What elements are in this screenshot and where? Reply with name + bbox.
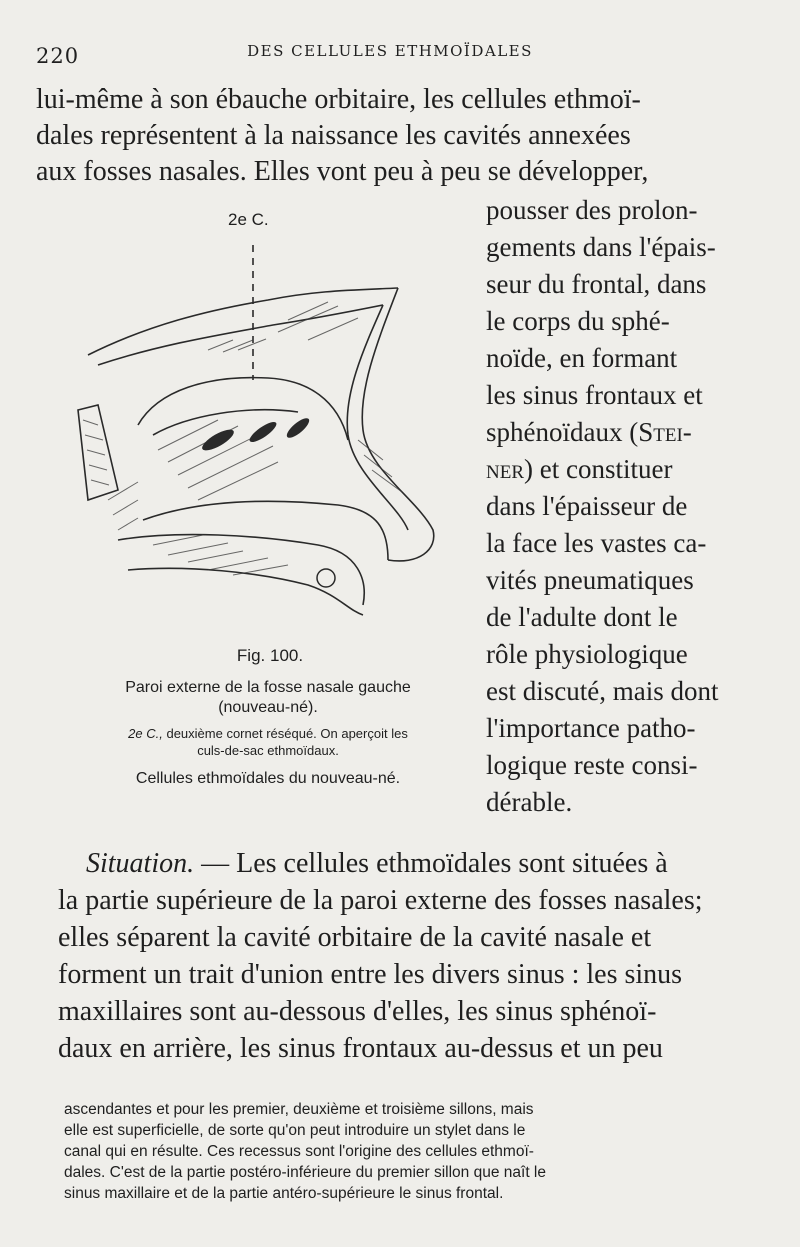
text-line: pousser des prolon-	[486, 195, 698, 225]
figure-note-line	[58, 726, 478, 742]
text-line: noïde, en formant	[486, 343, 678, 373]
text-line: maxillaires sont au-dessous d'elles, les sinus sphénoï-	[58, 996, 657, 1027]
footnote-line: dales. C'est de la partie postéro-inférieure du premier sillon que naît le	[64, 1164, 546, 1181]
text-segment: sphénoïdaux (	[486, 417, 639, 447]
figure-caption-line: (nouveau-né).	[218, 699, 318, 716]
footnote-line: canal qui en résulte. Ces recessus sont l'origine des cellules ethmoï-	[64, 1143, 534, 1160]
figure-note-abbrev: 2e C.,	[128, 726, 163, 741]
nasal-wall-drawing	[58, 200, 478, 640]
footnote-line: sinus maxillaire et de la partie antéro-supérieure le sinus frontal.	[64, 1185, 504, 1202]
text-segment: et constituer	[539, 454, 673, 484]
text-line: la partie supérieure de la paroi externe des fosses nasales;	[58, 885, 703, 916]
figure-caption-line: Paroi externe de la fosse nasale gauche	[125, 679, 411, 696]
intro-line: dales représentent à la naissance les cavités annexées	[36, 120, 631, 151]
text-segment: — Les cellules ethmoïdales sont situées à	[194, 848, 668, 879]
text-line: le corps du sphé-	[486, 306, 670, 336]
figure-note-text: deuxième cornet réséqué. On aperçoit les	[162, 726, 408, 741]
text-line: est discuté, mais dont	[486, 676, 719, 706]
text-line: les sinus frontaux et	[486, 380, 703, 410]
figure-illustration	[58, 200, 478, 660]
text-line	[486, 451, 672, 487]
text-line: logique reste consi-	[486, 750, 698, 780]
text-line: gements dans l'épais-	[486, 232, 716, 262]
footnote-line: ascendantes et pour les premier, deuxième et troisième sillons, mais	[64, 1101, 534, 1118]
author-name: ner)	[486, 454, 533, 484]
section-heading: Situation.	[86, 848, 195, 879]
intro-line: lui-même à son ébauche orbitaire, les cellules ethmoï-	[36, 84, 641, 115]
text-line: l'importance patho-	[486, 713, 696, 743]
text-line: de l'adulte dont le	[486, 602, 678, 632]
text-line: seur du frontal, dans	[486, 269, 707, 299]
text-line: daux en arrière, les sinus frontaux au-dessus et un peu	[58, 1033, 663, 1064]
text-line: vités pneumatiques	[486, 565, 694, 595]
running-head: DES CELLULES ETHMOÏDALES	[247, 42, 533, 60]
text-line: elles séparent la cavité orbitaire de la cavité nasale et	[58, 922, 652, 953]
text-line: forment un trait d'union entre les divers sinus : les sinus	[58, 959, 683, 990]
author-name: Stei-	[638, 417, 692, 447]
text-line	[86, 846, 668, 882]
footnote-line: elle est superficielle, de sorte qu'on peut introduire un stylet dans le	[64, 1122, 526, 1139]
figure-subcaption: Cellules ethmoïdales du nouveau-né.	[135, 770, 401, 787]
intro-line: aux fosses nasales. Elles vont peu à peu se développer,	[36, 156, 649, 187]
page-number: 220	[36, 44, 80, 68]
text-line: la face les vastes ca-	[486, 528, 707, 558]
figure-number: Fig. 100.	[236, 646, 304, 665]
text-line: dans l'épaisseur de	[486, 491, 688, 521]
text-line: dérable.	[486, 787, 573, 817]
text-line: rôle physiologique	[486, 639, 688, 669]
figure-note-line: culs-de-sac ethmoïdaux.	[197, 743, 339, 758]
figure-label-2c: 2e C.	[228, 210, 269, 229]
text-line	[486, 414, 692, 450]
